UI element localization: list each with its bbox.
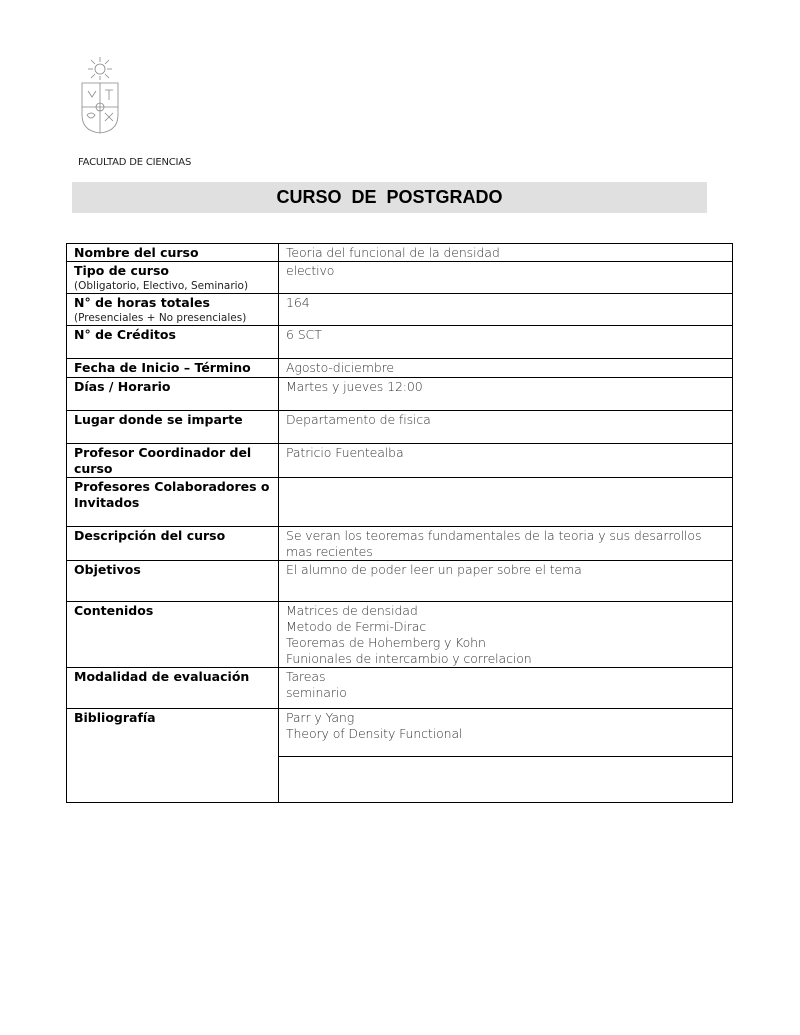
row-label: Días / Horario (67, 378, 279, 411)
bibliography-item: Parr y Yang (286, 710, 355, 725)
row-descripcion (67, 527, 733, 561)
row-value (279, 478, 733, 527)
university-seal-icon (78, 55, 122, 135)
row-value: Se veran los teoremas fundamentales de la teoria y sus desarrollos mas recientes (279, 527, 733, 561)
faculty-name: FACULTAD DE CIENCIAS (78, 157, 192, 168)
content-item: Metodo de Fermi-Dirac (286, 619, 427, 634)
evaluation-item: seminario (286, 685, 347, 700)
row-value (279, 668, 733, 709)
row-value: Patricio Fuentealba (279, 444, 733, 478)
row-label: Modalidad de evaluación (67, 668, 279, 709)
row-value-empty (279, 757, 733, 803)
evaluation-item: Tareas (286, 669, 326, 684)
row-label: Profesores Colaboradores o Invitados (67, 478, 279, 527)
row-nombre (67, 244, 733, 262)
content-item: Teoremas de Hohemberg y Kohn (286, 635, 486, 650)
row-label: Profesor Coordinador del curso (67, 444, 279, 478)
row-sublabel: (Obligatorio, Electivo, Seminario) (74, 280, 249, 292)
row-colaboradores (67, 478, 733, 527)
row-value (279, 602, 733, 668)
row-label: Objetivos (67, 561, 279, 602)
course-info-table (66, 243, 733, 803)
row-tipo (67, 262, 733, 294)
row-label: Tipo de curso (Obligatorio, Electivo, Seminario) (67, 262, 279, 294)
row-objetivos (67, 561, 733, 602)
row-value: Departamento de fisica (279, 411, 733, 444)
row-value: 164 (279, 294, 733, 326)
row-value: electivo (279, 262, 733, 294)
bibliography-item: Theory of Density Functional (286, 726, 463, 741)
row-profesor (67, 444, 733, 478)
row-label: N° de horas totales (Presenciales + No presenciales) (67, 294, 279, 326)
content-item: Funionales de intercambio y correlacion (286, 651, 532, 666)
row-value: Teoria del funcional de la densidad (279, 244, 733, 262)
row-dias (67, 378, 733, 411)
row-label: N° de Créditos (67, 326, 279, 359)
row-label: Bibliografía (67, 709, 279, 803)
row-lugar (67, 411, 733, 444)
row-label: Fecha de Inicio – Término (67, 359, 279, 378)
row-modalidad (67, 668, 733, 709)
row-label: Contenidos (67, 602, 279, 668)
row-sublabel: (Presenciales + No presenciales) (74, 312, 247, 324)
row-label: Nombre del curso (67, 244, 279, 262)
row-creditos (67, 326, 733, 359)
title-banner (72, 182, 707, 213)
content-item: Matrices de densidad (286, 603, 418, 618)
row-horas (67, 294, 733, 326)
row-value (279, 709, 733, 757)
row-contenidos (67, 602, 733, 668)
row-label: Descripción del curso (67, 527, 279, 561)
row-value: El alumno de poder leer un paper sobre el tema (279, 561, 733, 602)
page-title: CURSO DE POSTGRADO (276, 187, 503, 207)
row-value: 6 SCT (279, 326, 733, 359)
row-bibliografia (67, 709, 733, 757)
row-value: Martes y jueves 12:00 (279, 378, 733, 411)
row-fecha (67, 359, 733, 378)
row-value: Agosto-diciembre (279, 359, 733, 378)
row-label: Lugar donde se imparte (67, 411, 279, 444)
